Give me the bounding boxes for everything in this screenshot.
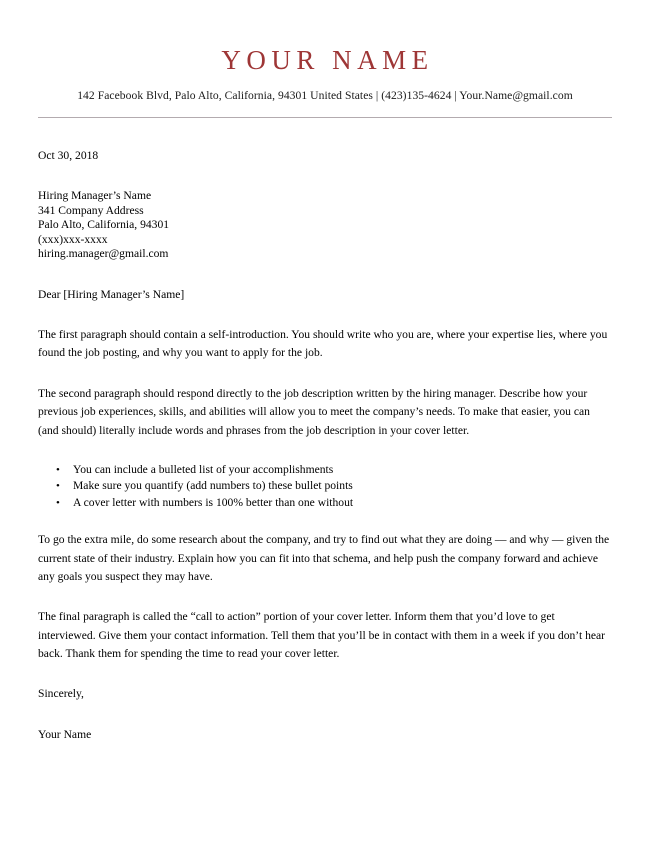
list-item-label: You can include a bulleted list of your accomplishments bbox=[73, 463, 334, 476]
letter-date: Oct 30, 2018 bbox=[38, 149, 99, 162]
paragraph-intro: The first paragraph should contain a self-introduction. You should write who you are, where your expertise lies, where you found the job posting, and why you want to apply for the job. bbox=[38, 327, 608, 360]
accomplishments-list bbox=[38, 462, 612, 511]
recipient-city-state-zip: Palo Alto, California, 94301 bbox=[38, 218, 170, 232]
letterhead bbox=[0, 0, 650, 118]
page-title: YOUR NAME bbox=[221, 45, 434, 75]
contact-info-line: 142 Facebook Blvd, Palo Alto, California, 94301 United States | (423)135-4624 | Your.Name@gmail.com bbox=[77, 89, 573, 102]
bullet-icon: • bbox=[56, 480, 60, 493]
bullet-icon: • bbox=[56, 464, 60, 476]
list-item bbox=[38, 462, 612, 478]
recipient-phone: (xxx)xxx-xxxx bbox=[38, 232, 108, 246]
recipient-address-block bbox=[38, 189, 612, 262]
paragraph-call-to-action: The final paragraph is called the “call to action” portion of your cover letter. Inform them that you’d love to get interviewed. Give them your contact information. Tell them that you’ll be in contact with them in a week if you don’t hear back. Thank them for spending the time to read your cover letter. bbox=[38, 610, 606, 661]
recipient-name: Hiring Manager’s Name bbox=[38, 189, 152, 202]
closing-salutation: Sincerely, bbox=[38, 686, 84, 700]
list-item-label: A cover letter with numbers is 100% better than one without bbox=[73, 495, 354, 509]
recipient-email: hiring.manager@gmail.com bbox=[38, 247, 169, 261]
recipient-street: 341 Company Address bbox=[38, 203, 144, 217]
list-item bbox=[38, 478, 612, 494]
paragraph-research: To go the extra mile, do some research about the company, and try to find out what they are doing — and why — given the current state of their industry. Explain how you can fit into that schema, and help push the company forward and achieve any goals you suspect they may have. bbox=[38, 533, 610, 584]
bullet-icon: • bbox=[56, 496, 60, 509]
letter-body bbox=[0, 118, 650, 742]
salutation: Dear [Hiring Manager’s Name] bbox=[38, 287, 185, 301]
signature-name: Your Name bbox=[38, 727, 92, 741]
paragraph-qualifications: The second paragraph should respond directly to the job description written by the hiring manager. Describe how your previous job experiences, skills, and abilities will allow you to meet the company’s needs. To make that easier, you can (and should) literally include words and phrases from the job description in your cover letter. bbox=[38, 386, 590, 437]
list-item bbox=[38, 495, 612, 511]
list-item-label: Make sure you quantify (add numbers to) these bullet points bbox=[73, 479, 353, 493]
